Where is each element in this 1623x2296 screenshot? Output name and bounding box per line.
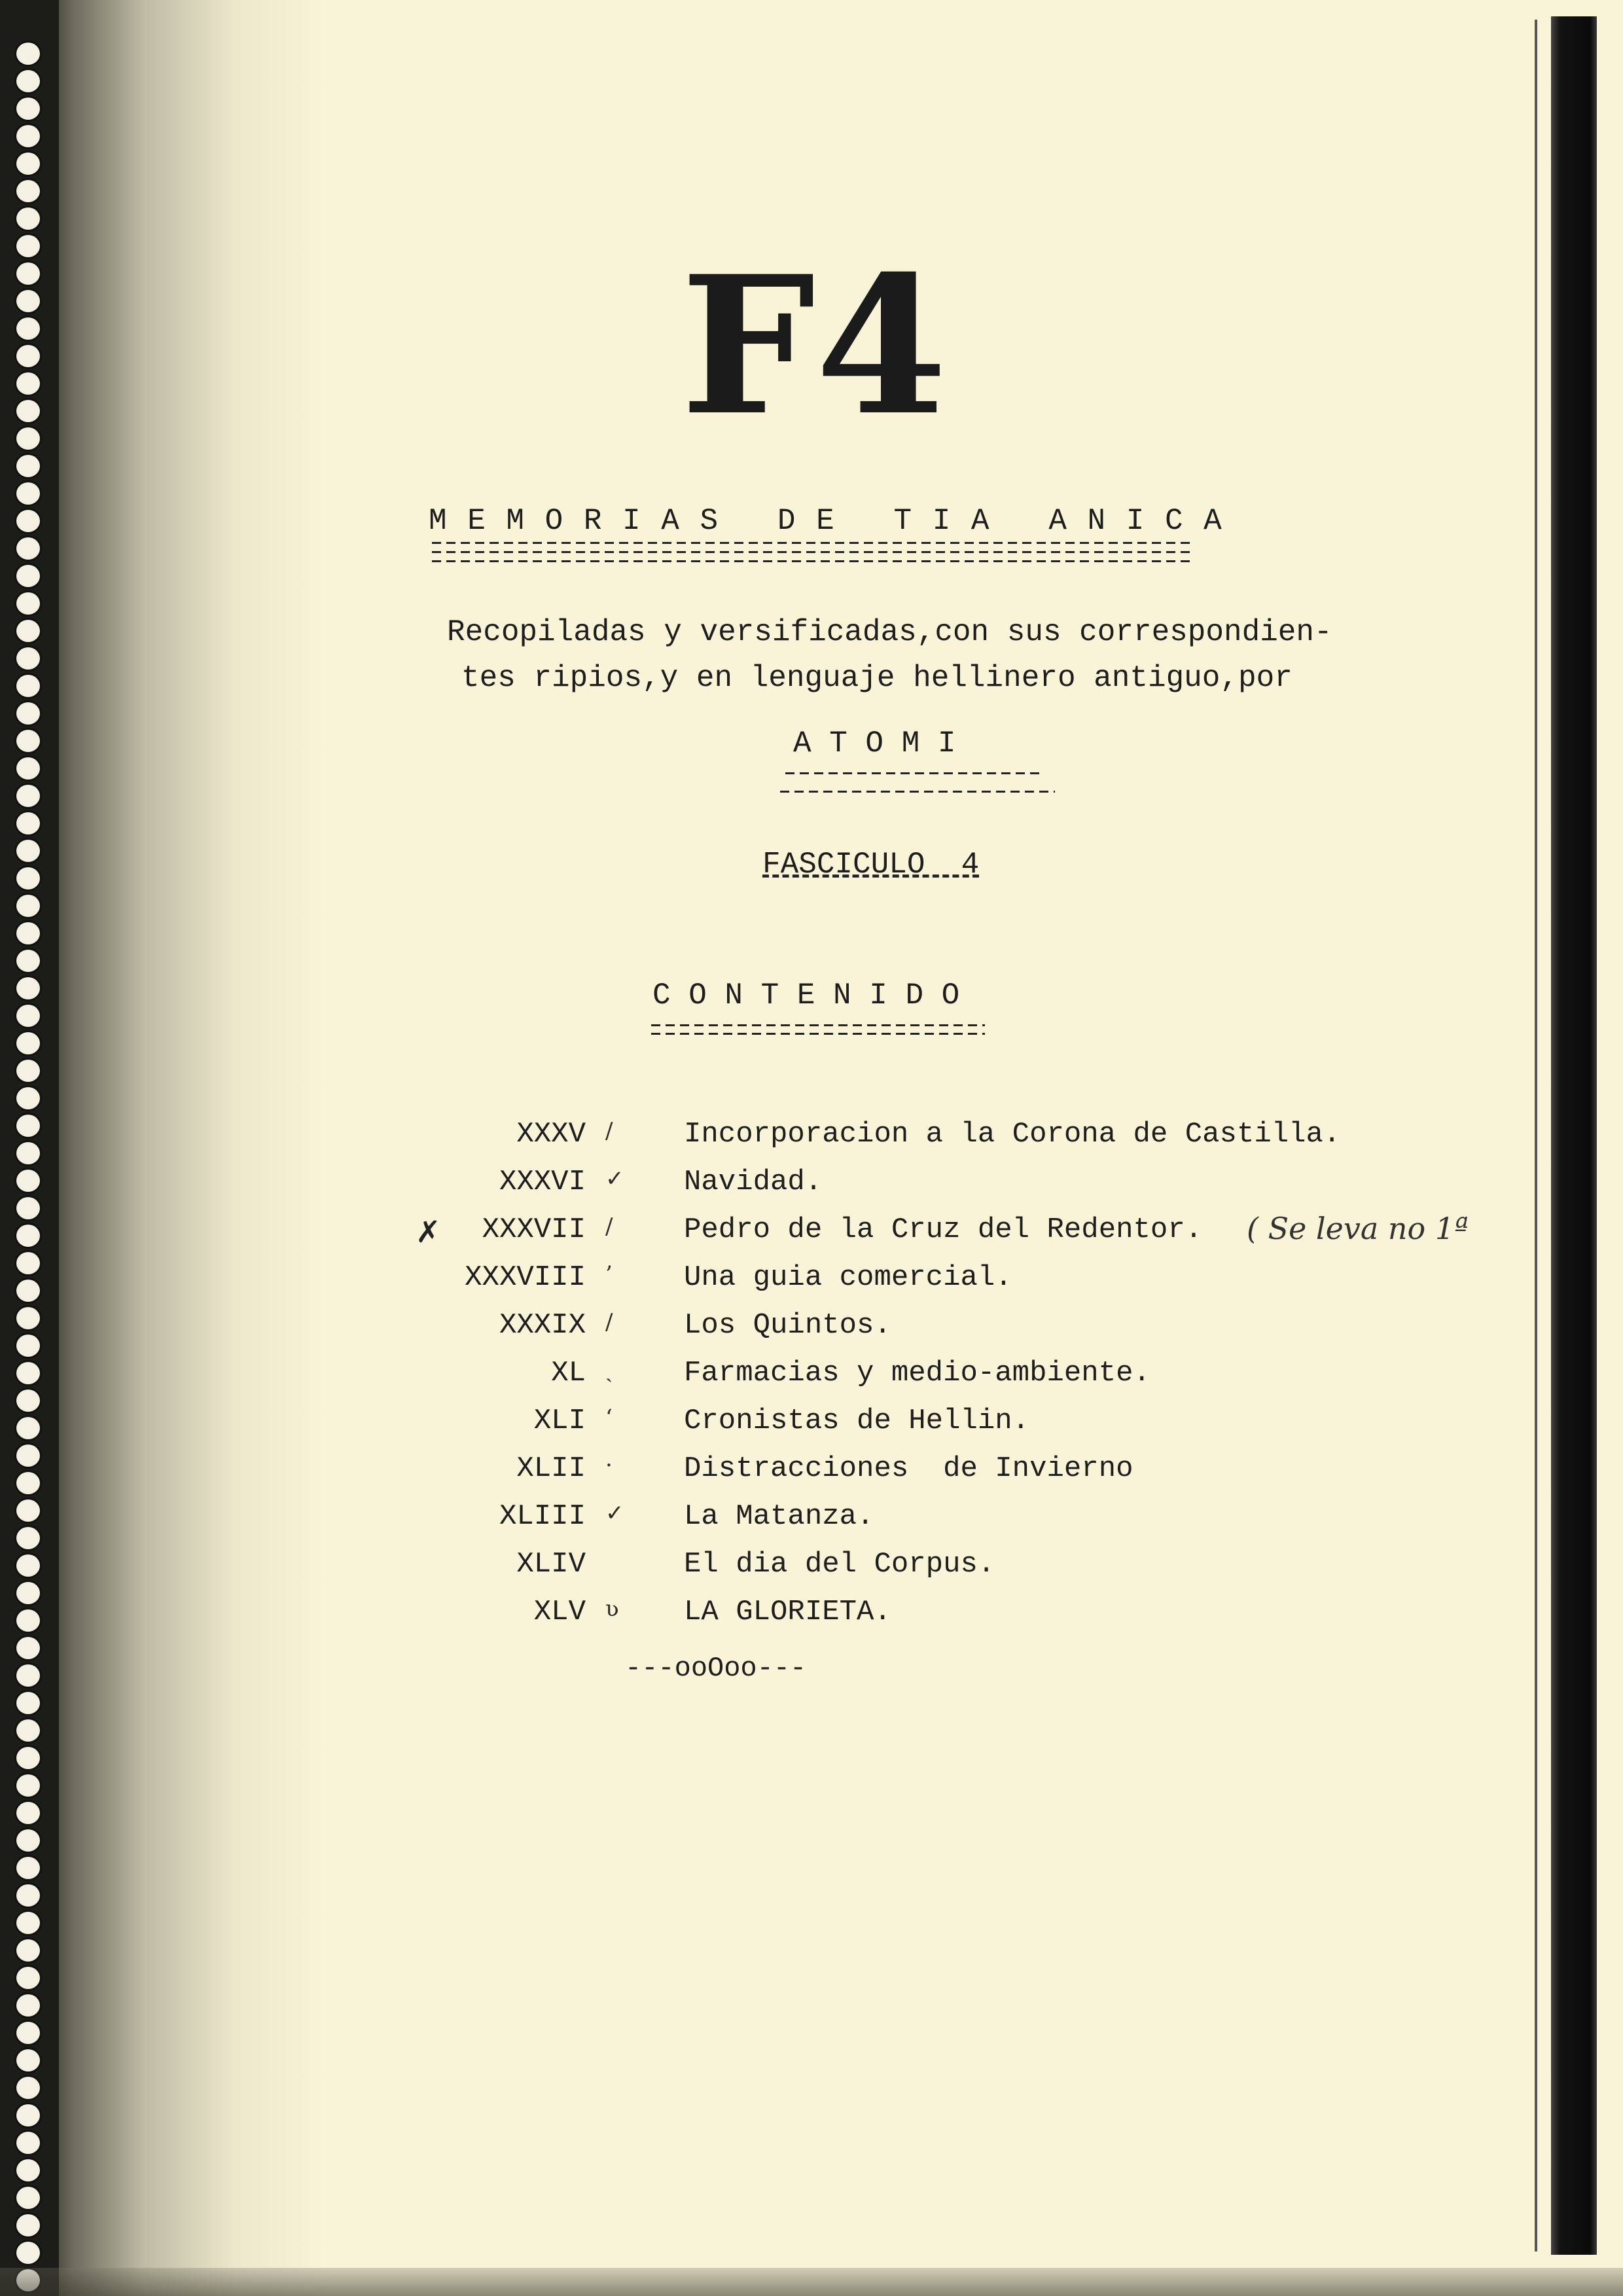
toc-item	[0, 1405, 1623, 1450]
binding-ring	[14, 645, 42, 672]
binding-ring	[14, 948, 42, 974]
binding-ring	[14, 563, 42, 589]
toc-item-title: El dia del Corpus.	[684, 1548, 995, 1581]
binding-ring	[14, 178, 42, 204]
binding-ring	[14, 123, 42, 149]
binding-ring	[14, 206, 42, 232]
toc-item-title: Los Quintos.	[684, 1309, 891, 1342]
binding-ring	[14, 1662, 42, 1689]
toc-item-check-mark: ˎ	[605, 1357, 613, 1383]
binding-ring	[14, 700, 42, 726]
binding-ring	[14, 2157, 42, 2183]
toc-item	[0, 1166, 1623, 1211]
toc-item-number: XXXVI	[499, 1166, 586, 1198]
toc-item	[0, 1261, 1623, 1307]
toc-item-check-mark: /	[605, 1309, 613, 1335]
contents-heading: C O N T E N I D O	[652, 978, 960, 1013]
author-name: A T O M I	[793, 726, 956, 761]
binding-ring	[14, 1690, 42, 1716]
binding-ring	[14, 96, 42, 122]
binding-ring	[14, 2212, 42, 2238]
binding-ring	[14, 535, 42, 562]
contents-underline	[651, 1024, 985, 1026]
binding-ring	[14, 2130, 42, 2156]
binding-ring	[14, 865, 42, 891]
binding-ring	[14, 425, 42, 452]
toc-item-title: Distracciones de Invierno	[684, 1452, 1133, 1485]
toc-item	[0, 1548, 1623, 1594]
binding-ring	[14, 728, 42, 754]
binding-ring	[14, 810, 42, 836]
scan-bottom-edge	[0, 2268, 1623, 2296]
binding-ring	[14, 590, 42, 617]
toc-item	[0, 1500, 1623, 1546]
toc-item-number: XLIII	[499, 1500, 586, 1533]
binding-ring	[14, 1965, 42, 1991]
binding-ring	[14, 1827, 42, 1854]
toc-item	[0, 1118, 1623, 1164]
binding-ring	[14, 1910, 42, 1936]
binding-ring	[14, 783, 42, 809]
f4-stamp-logo	[681, 262, 982, 432]
binding-ring	[14, 893, 42, 919]
toc-item	[0, 1357, 1623, 1403]
toc-item-number: XXXIX	[499, 1309, 586, 1342]
binding-ring	[14, 1058, 42, 1084]
toc-item-check-mark: /	[605, 1118, 613, 1144]
toc-item-title: Cronistas de Hellin.	[684, 1405, 1030, 1437]
toc-item-number: XXXV	[516, 1118, 586, 1151]
document-title: M E M O R I A S D E T I A A N I C A	[429, 504, 1223, 538]
toc-item-check-mark: ✓	[605, 1500, 624, 1526]
binding-ring	[14, 2240, 42, 2266]
toc-item	[0, 1309, 1623, 1355]
binding-ring	[14, 151, 42, 177]
toc-item-check-mark: ✓	[605, 1166, 624, 1192]
binding-ring	[14, 673, 42, 699]
toc-item-title: Navidad.	[684, 1166, 823, 1198]
binding-ring	[14, 1882, 42, 1909]
subtitle-line-1: Recopiladas y versificadas,con sus correspondien-	[447, 615, 1332, 649]
toc-item-number: XLII	[516, 1452, 586, 1485]
title-underline-2	[432, 551, 1191, 553]
binding-ring	[14, 2047, 42, 2073]
toc-item	[0, 1596, 1623, 1641]
binding-ring	[14, 233, 42, 259]
binding-ring	[14, 1992, 42, 2018]
binding-ring	[14, 838, 42, 864]
toc-item-title: Incorporacion a la Corona de Castilla.	[684, 1118, 1341, 1151]
binding-ring	[14, 1937, 42, 1964]
binding-ring	[14, 1800, 42, 1826]
binding-ring	[14, 1085, 42, 1111]
toc-item-number: XLIV	[516, 1548, 586, 1581]
toc-item-title: La Matanza.	[684, 1500, 874, 1533]
binding-ring	[14, 2102, 42, 2128]
subtitle-line-2: tes ripios,y en lenguaje hellinero antiguo,por	[461, 661, 1293, 695]
binding-ring	[14, 343, 42, 369]
binding-ring	[14, 1745, 42, 1771]
binding-ring	[14, 315, 42, 342]
binding-ring	[14, 41, 42, 67]
toc-item-check-mark: /	[605, 1213, 613, 1240]
binding-ring	[14, 975, 42, 1001]
f4-stamp-text: F4	[681, 262, 948, 432]
toc-item-number: XLI	[533, 1405, 586, 1437]
toc-item-check-mark: ʻ	[605, 1405, 613, 1431]
toc-item-number: XL	[551, 1357, 586, 1390]
binding-ring	[14, 1717, 42, 1744]
toc-item-title: LA GLORIETA.	[684, 1596, 891, 1628]
author-underline	[785, 772, 1041, 774]
toc-item-check-mark: ·	[605, 1452, 613, 1479]
title-underline	[432, 542, 1191, 544]
binding-ring	[14, 480, 42, 507]
fascicle-label: FASCICULO 4	[762, 848, 980, 882]
binding-ring	[14, 1772, 42, 1799]
handwritten-note: ( Se leva no 1ª	[1247, 1211, 1469, 1246]
binding-ring	[14, 370, 42, 397]
binding-ring	[14, 288, 42, 314]
binding-ring	[14, 260, 42, 287]
binding-ring	[14, 1030, 42, 1056]
contents-underline-2	[651, 1033, 985, 1035]
toc-item-title: Pedro de la Cruz del Redentor.	[684, 1213, 1203, 1246]
toc-item	[0, 1452, 1623, 1498]
toc-item-check-mark: ’	[605, 1261, 613, 1287]
binding-ring	[14, 453, 42, 479]
binding-ring	[14, 618, 42, 644]
handwritten-x-mark: ✗	[416, 1214, 441, 1249]
binding-ring	[14, 2075, 42, 2101]
toc-item-number: XLV	[533, 1596, 586, 1628]
toc-item-title: Farmacias y medio-ambiente.	[684, 1357, 1150, 1390]
binding-ring	[14, 1003, 42, 1029]
binding-ring	[14, 68, 42, 94]
binding-ring	[14, 920, 42, 946]
toc-item-check-mark: ʋ	[605, 1596, 619, 1622]
binding-ring	[14, 755, 42, 781]
binding-ring	[14, 508, 42, 534]
closing-ornament: ---ooOoo---	[625, 1653, 807, 1684]
toc-item-title: Una guia comercial.	[684, 1261, 1012, 1294]
binding-ring	[14, 398, 42, 424]
binding-ring	[14, 2185, 42, 2211]
binding-ring	[14, 2020, 42, 2046]
binding-ring	[14, 1855, 42, 1881]
toc-item-number: XXXVII	[482, 1213, 586, 1246]
author-underline-2	[780, 791, 1055, 793]
toc-item-number: XXXVIII	[465, 1261, 586, 1294]
title-underline-3	[432, 560, 1191, 562]
